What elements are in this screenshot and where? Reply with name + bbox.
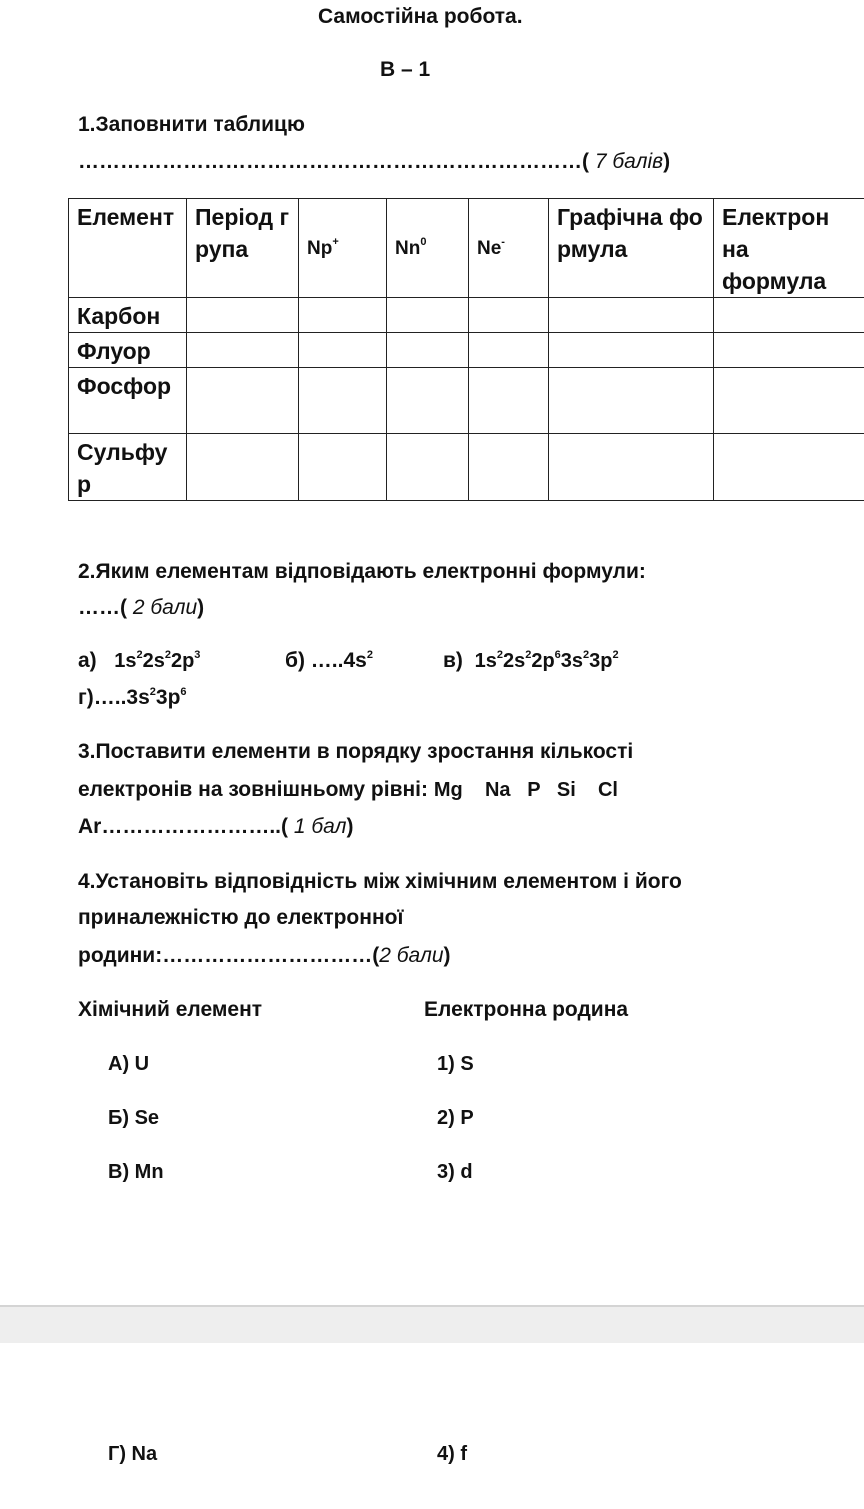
table-row <box>69 368 864 434</box>
table-header-row <box>69 199 864 298</box>
formula-b: б) $\dots..4s^2$ <box>285 649 373 672</box>
match-left-g: Г) Na <box>108 1443 158 1465</box>
match-left-a: А) U <box>108 1053 150 1075</box>
row-label-sulfur: Сульфур <box>69 434 187 501</box>
table-cell[interactable] <box>387 298 469 333</box>
header-element: Елемент <box>69 199 187 298</box>
task3-line1: 3.Поставити елементи в порядку зростання кількості <box>78 740 634 763</box>
header-ne: Ne- <box>469 199 549 298</box>
variant-label: В – 1 <box>380 58 431 81</box>
table-cell[interactable] <box>549 298 714 333</box>
header-graphic-formula: Графічна формула <box>549 199 714 298</box>
table-cell[interactable] <box>299 298 387 333</box>
task1-dots: ………………………………………………………………( <box>78 150 589 173</box>
match-left-v: В) Mn <box>108 1161 164 1183</box>
table-row <box>69 298 864 333</box>
table-row <box>69 333 864 368</box>
match-right-1: 1) S <box>437 1053 474 1075</box>
header-nn: Nn$^0$ <box>387 199 469 298</box>
row-label-fluorine: Флуор <box>69 333 187 368</box>
formula-a: а) $1s^22s^22p^3$ <box>78 649 201 672</box>
task2-close: ) <box>197 596 205 619</box>
task2-points-line <box>78 596 204 620</box>
row-label-carbon: Карбон <box>69 298 187 333</box>
table-cell[interactable] <box>469 333 549 368</box>
task4-points: 2 бали <box>379 944 444 967</box>
table-cell[interactable] <box>469 368 549 434</box>
table-cell[interactable] <box>299 368 387 434</box>
table-cell[interactable] <box>469 434 549 501</box>
element-table <box>68 198 864 501</box>
task1-title: 1.Заповнити таблицю <box>78 113 305 136</box>
table-cell[interactable] <box>387 368 469 434</box>
table-cell[interactable] <box>469 298 549 333</box>
task4-line2: приналежністю до електронної <box>78 906 404 929</box>
table-cell[interactable] <box>299 333 387 368</box>
table-cell[interactable] <box>714 434 864 501</box>
match-left-b: Б) Se <box>108 1107 160 1129</box>
page-break <box>0 1305 864 1345</box>
task1-close: ) <box>663 150 671 173</box>
page-2 <box>0 1343 864 1509</box>
task4-line3: родини:…………………………(2 бали) <box>78 944 451 967</box>
table-cell[interactable] <box>714 298 864 333</box>
table-cell[interactable] <box>549 434 714 501</box>
task2-points: 2 бали <box>127 596 198 619</box>
column-header-element: Хімічний елемент <box>78 998 263 1021</box>
table-cell[interactable] <box>187 333 299 368</box>
task1-points-line <box>78 150 670 174</box>
page-title: Самостійна робота. <box>318 5 523 28</box>
row-label-phosphorus: Фосфор <box>69 368 187 434</box>
column-header-family: Електронна родина <box>424 998 629 1021</box>
table-cell[interactable] <box>549 333 714 368</box>
table-cell[interactable] <box>299 434 387 501</box>
table-cell[interactable] <box>187 434 299 501</box>
task3-line3: Ar……………………..( 1 бал) <box>78 815 354 838</box>
match-right-3: 3) d <box>437 1161 473 1183</box>
task2-title: 2.Яким елементам відповідають електронні формули: <box>78 560 646 583</box>
match-right-4: 4) f <box>437 1443 467 1465</box>
formula-g: $г)\dots..3s^23p^6$ <box>78 686 187 709</box>
task3-points: 1 бал <box>288 815 347 838</box>
task2-dots: ……( <box>78 596 127 619</box>
table-cell[interactable] <box>714 368 864 434</box>
table-cell[interactable] <box>187 368 299 434</box>
match-right-2: 2) P <box>437 1107 474 1129</box>
table-cell[interactable] <box>187 298 299 333</box>
task1-points: 7 балів <box>589 150 664 173</box>
task3-line2: електронів на зовнішньому рівні: Mg Na P Si Cl <box>78 778 618 801</box>
header-period-group: Період група <box>187 199 299 298</box>
table-cell[interactable] <box>714 333 864 368</box>
table-cell[interactable] <box>549 368 714 434</box>
formula-v: в) $1s^22s^22p^63s^23p^2$ <box>443 649 619 672</box>
task4-line1: 4.Установіть відповідність між хімічним елементом і його <box>78 870 682 893</box>
table-cell[interactable] <box>387 434 469 501</box>
table-cell[interactable] <box>387 333 469 368</box>
header-electron-formula: Електрон на формула <box>714 199 864 298</box>
table-row <box>69 434 864 501</box>
task3-elements: Mg Na P Si Cl <box>433 779 618 801</box>
header-np: Np+ <box>299 199 387 298</box>
